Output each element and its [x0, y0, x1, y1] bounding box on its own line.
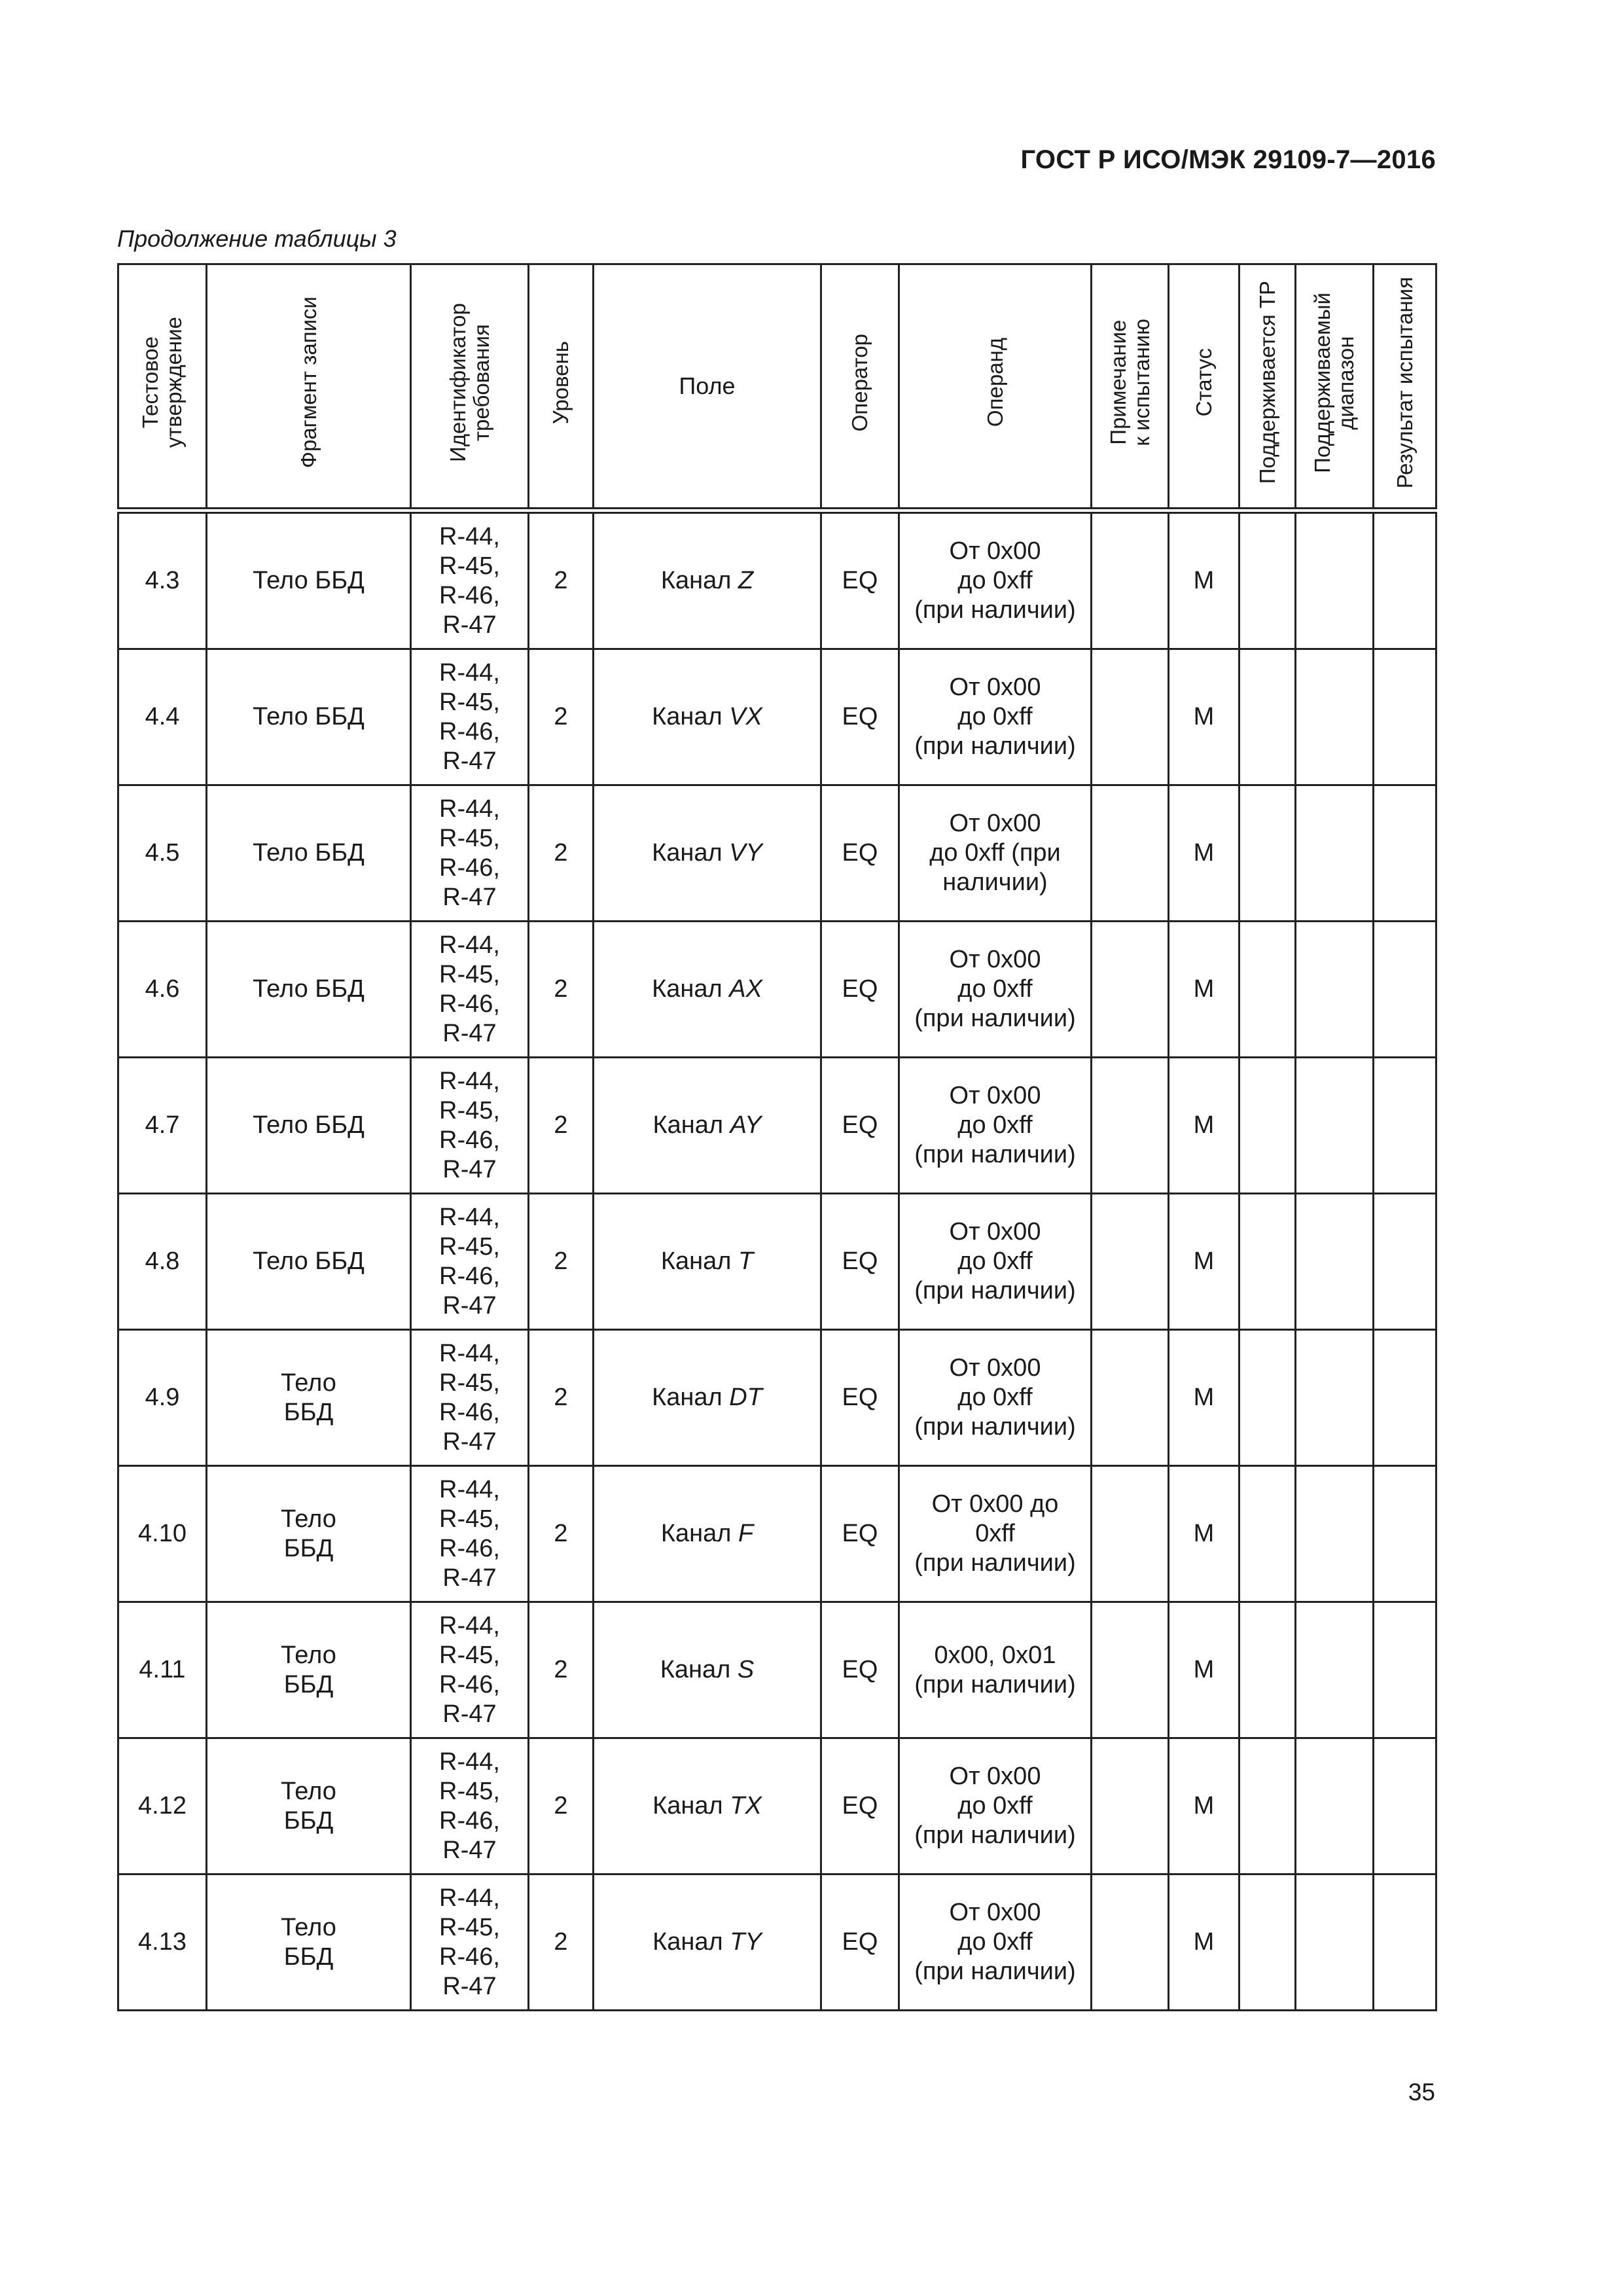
cell-result	[1374, 1602, 1436, 1738]
cell-supported	[1240, 1058, 1296, 1194]
cell-status: M	[1169, 1738, 1240, 1874]
table-caption: Продолжение таблицы 3	[117, 225, 397, 252]
cell-supported	[1240, 1738, 1296, 1874]
field-variable: TY	[730, 1928, 762, 1956]
cell-requirement-id: R-44, R-45, R-46, R-47	[411, 1194, 529, 1330]
col-header-note: Примечание к испытанию	[1092, 264, 1169, 509]
field-prefix: Канал	[660, 1520, 732, 1547]
cell-note	[1092, 513, 1169, 649]
cell-supported	[1240, 1194, 1296, 1330]
cell-assertion: 4.10	[118, 1466, 207, 1602]
field-variable: S	[737, 1656, 755, 1683]
cell-level: 2	[529, 513, 594, 649]
cell-operator: EQ	[821, 1194, 899, 1330]
cell-fragment: Тело ББД	[207, 1194, 411, 1330]
cell-range	[1296, 785, 1374, 922]
cell-operand: От 0x00 до 0xff (при наличии)	[899, 785, 1092, 922]
cell-fragment: Тело ББД	[207, 1738, 411, 1874]
cell-supported	[1240, 1874, 1296, 2011]
cell-operator: EQ	[821, 1874, 899, 2011]
cell-note	[1092, 1330, 1169, 1466]
cell-assertion: 4.6	[118, 922, 207, 1058]
table-body	[118, 513, 1436, 2011]
cell-requirement-id: R-44, R-45, R-46, R-47	[411, 513, 529, 649]
cell-result	[1374, 1466, 1436, 1602]
table-row	[118, 1194, 1436, 1330]
cell-result	[1374, 1738, 1436, 1874]
cell-requirement-id: R-44, R-45, R-46, R-47	[411, 1738, 529, 1874]
cell-status: M	[1169, 513, 1240, 649]
col-header-status: Статус	[1169, 264, 1240, 509]
cell-field	[594, 1330, 821, 1466]
cell-field	[594, 1874, 821, 2011]
col-header-operand: Операнд	[899, 264, 1092, 509]
cell-level: 2	[529, 1194, 594, 1330]
cell-range	[1296, 1602, 1374, 1738]
col-header-range: Поддерживаемый диапазон	[1296, 264, 1374, 509]
table-row	[118, 922, 1436, 1058]
cell-field	[594, 1058, 821, 1194]
cell-level: 2	[529, 1058, 594, 1194]
cell-status: M	[1169, 785, 1240, 922]
field-variable: DT	[729, 1384, 762, 1411]
cell-level: 2	[529, 1466, 594, 1602]
cell-result	[1374, 1194, 1436, 1330]
cell-note	[1092, 922, 1169, 1058]
cell-status: M	[1169, 1194, 1240, 1330]
cell-requirement-id: R-44, R-45, R-46, R-47	[411, 785, 529, 922]
cell-operand: От 0x00 до 0xff (при наличии)	[899, 922, 1092, 1058]
field-variable: T	[738, 1247, 754, 1275]
cell-fragment: Тело ББД	[207, 1874, 411, 2011]
col-header-assertion: Тестовое утверждение	[118, 264, 207, 509]
cell-level: 2	[529, 649, 594, 785]
cell-operand: От 0x00 до 0xff (при наличии)	[899, 513, 1092, 649]
cell-note	[1092, 1738, 1169, 1874]
cell-field	[594, 649, 821, 785]
field-prefix: Канал	[660, 1656, 731, 1683]
cell-requirement-id: R-44, R-45, R-46, R-47	[411, 649, 529, 785]
cell-range	[1296, 1330, 1374, 1466]
cell-status: M	[1169, 649, 1240, 785]
cell-supported	[1240, 1466, 1296, 1602]
table-row	[118, 1874, 1436, 2011]
cell-result	[1374, 922, 1436, 1058]
field-prefix: Канал	[652, 703, 722, 730]
cell-field	[594, 1194, 821, 1330]
test-assertions-table	[117, 263, 1437, 2011]
cell-requirement-id: R-44, R-45, R-46, R-47	[411, 1874, 529, 2011]
cell-assertion: 4.13	[118, 1874, 207, 2011]
cell-result	[1374, 649, 1436, 785]
cell-requirement-id: R-44, R-45, R-46, R-47	[411, 1602, 529, 1738]
cell-fragment: Тело ББД	[207, 649, 411, 785]
table-header	[118, 264, 1436, 509]
field-prefix: Канал	[652, 839, 722, 867]
col-header-fragment: Фрагмент записи	[207, 264, 411, 509]
cell-range	[1296, 649, 1374, 785]
field-variable: AY	[730, 1111, 762, 1139]
cell-fragment: Тело ББД	[207, 922, 411, 1058]
cell-result	[1374, 1330, 1436, 1466]
page-number: 35	[1408, 2079, 1435, 2106]
field-prefix: Канал	[660, 567, 732, 594]
cell-note	[1092, 1194, 1169, 1330]
field-variable: TX	[730, 1792, 762, 1820]
table-row	[118, 513, 1436, 649]
cell-assertion: 4.11	[118, 1602, 207, 1738]
col-header-operator: Оператор	[821, 264, 899, 509]
cell-assertion: 4.12	[118, 1738, 207, 1874]
cell-field	[594, 513, 821, 649]
cell-status: M	[1169, 1466, 1240, 1602]
cell-fragment: Тело ББД	[207, 1058, 411, 1194]
cell-fragment: Тело ББД	[207, 513, 411, 649]
cell-operator: EQ	[821, 922, 899, 1058]
cell-status: M	[1169, 1058, 1240, 1194]
cell-fragment: Тело ББД	[207, 1330, 411, 1466]
cell-range	[1296, 922, 1374, 1058]
table-row	[118, 1058, 1436, 1194]
table-row	[118, 649, 1436, 785]
cell-fragment: Тело ББД	[207, 1466, 411, 1602]
cell-level: 2	[529, 1738, 594, 1874]
col-header-level: Уровень	[529, 264, 594, 509]
col-header-req-id: Идентификатор требования	[411, 264, 529, 509]
cell-operand: От 0x00 до 0xff (при наличии)	[899, 1874, 1092, 2011]
cell-operand: От 0x00 до 0xff (при наличии)	[899, 1466, 1092, 1602]
field-variable: AX	[729, 975, 762, 1003]
cell-fragment: Тело ББД	[207, 785, 411, 922]
field-prefix: Канал	[652, 1792, 723, 1820]
cell-operand: 0x00, 0x01 (при наличии)	[899, 1602, 1092, 1738]
cell-status: M	[1169, 1602, 1240, 1738]
cell-supported	[1240, 513, 1296, 649]
table-row	[118, 1602, 1436, 1738]
cell-status: M	[1169, 1330, 1240, 1466]
cell-assertion: 4.5	[118, 785, 207, 922]
cell-operator: EQ	[821, 785, 899, 922]
cell-level: 2	[529, 1602, 594, 1738]
cell-status: M	[1169, 1874, 1240, 2011]
document-code: ГОСТ Р ИСО/МЭК 29109-7—2016	[1020, 145, 1436, 174]
cell-assertion: 4.3	[118, 513, 207, 649]
cell-assertion: 4.8	[118, 1194, 207, 1330]
cell-requirement-id: R-44, R-45, R-46, R-47	[411, 1058, 529, 1194]
cell-supported	[1240, 922, 1296, 1058]
table-row	[118, 1738, 1436, 1874]
cell-field	[594, 1738, 821, 1874]
cell-supported	[1240, 1330, 1296, 1466]
cell-range	[1296, 1194, 1374, 1330]
field-variable: Z	[738, 567, 754, 594]
cell-requirement-id: R-44, R-45, R-46, R-47	[411, 1466, 529, 1602]
cell-assertion: 4.4	[118, 649, 207, 785]
cell-operator: EQ	[821, 1330, 899, 1466]
field-prefix: Канал	[652, 1111, 724, 1139]
cell-operator: EQ	[821, 1466, 899, 1602]
cell-field	[594, 1602, 821, 1738]
field-variable: VX	[729, 703, 762, 730]
field-variable: F	[738, 1520, 754, 1547]
field-variable: VY	[729, 839, 762, 867]
cell-supported	[1240, 649, 1296, 785]
cell-operand: От 0x00 до 0xff (при наличии)	[899, 1194, 1092, 1330]
cell-note	[1092, 1058, 1169, 1194]
cell-note	[1092, 785, 1169, 922]
cell-field	[594, 922, 821, 1058]
field-prefix: Канал	[652, 975, 722, 1003]
cell-assertion: 4.7	[118, 1058, 207, 1194]
cell-supported	[1240, 1602, 1296, 1738]
cell-note	[1092, 1602, 1169, 1738]
cell-range	[1296, 1874, 1374, 2011]
field-prefix: Канал	[652, 1384, 722, 1411]
cell-operator: EQ	[821, 513, 899, 649]
cell-fragment: Тело ББД	[207, 1602, 411, 1738]
cell-field	[594, 785, 821, 922]
cell-range	[1296, 1738, 1374, 1874]
cell-result	[1374, 1058, 1436, 1194]
cell-field	[594, 1466, 821, 1602]
field-prefix: Канал	[652, 1928, 723, 1956]
header-separator	[118, 509, 1436, 513]
cell-assertion: 4.9	[118, 1330, 207, 1466]
cell-level: 2	[529, 1330, 594, 1466]
cell-operand: От 0x00 до 0xff (при наличии)	[899, 1058, 1092, 1194]
cell-requirement-id: R-44, R-45, R-46, R-47	[411, 922, 529, 1058]
cell-range	[1296, 1466, 1374, 1602]
cell-supported	[1240, 785, 1296, 922]
cell-operator: EQ	[821, 1602, 899, 1738]
cell-level: 2	[529, 922, 594, 1058]
cell-note	[1092, 1466, 1169, 1602]
col-header-field: Поле	[594, 264, 821, 509]
field-prefix: Канал	[660, 1247, 732, 1275]
cell-result	[1374, 785, 1436, 922]
cell-operand: От 0x00 до 0xff (при наличии)	[899, 649, 1092, 785]
table-row	[118, 1330, 1436, 1466]
cell-operand: От 0x00 до 0xff (при наличии)	[899, 1330, 1092, 1466]
col-header-result: Результат испытания	[1374, 264, 1436, 509]
cell-operator: EQ	[821, 1058, 899, 1194]
cell-range	[1296, 513, 1374, 649]
cell-range	[1296, 1058, 1374, 1194]
cell-level: 2	[529, 1874, 594, 2011]
cell-note	[1092, 1874, 1169, 2011]
cell-result	[1374, 1874, 1436, 2011]
cell-operand: От 0x00 до 0xff (при наличии)	[899, 1738, 1092, 1874]
table-row	[118, 785, 1436, 922]
cell-note	[1092, 649, 1169, 785]
cell-requirement-id: R-44, R-45, R-46, R-47	[411, 1330, 529, 1466]
table-row	[118, 1466, 1436, 1602]
col-header-supported: Поддерживается ТР	[1240, 264, 1296, 509]
cell-operator: EQ	[821, 1738, 899, 1874]
cell-operator: EQ	[821, 649, 899, 785]
cell-level: 2	[529, 785, 594, 922]
cell-result	[1374, 513, 1436, 649]
cell-status: M	[1169, 922, 1240, 1058]
